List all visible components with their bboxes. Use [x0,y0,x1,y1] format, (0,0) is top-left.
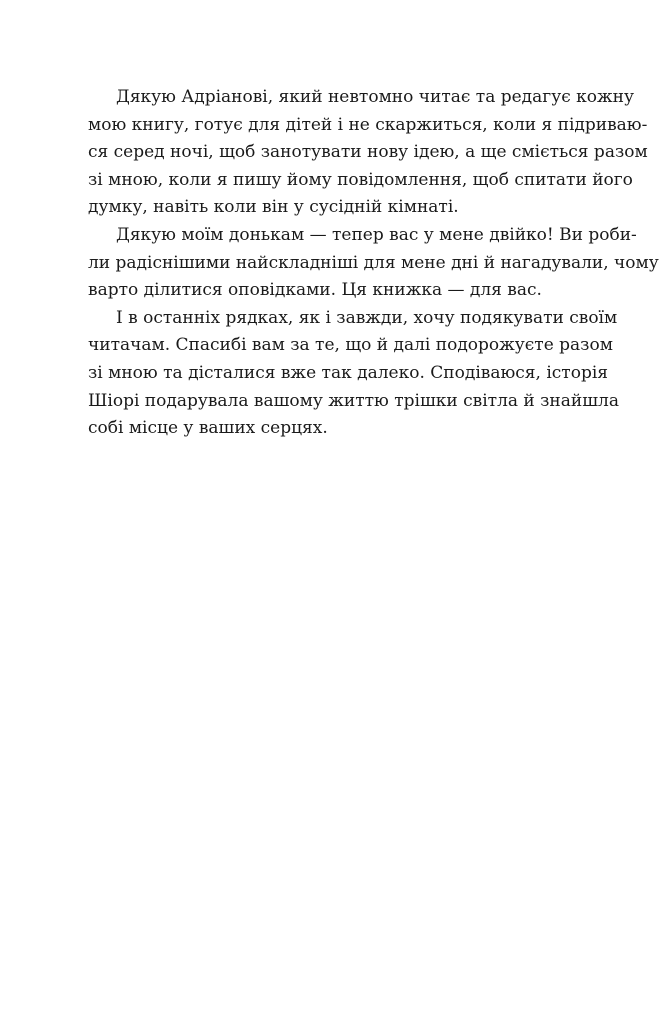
page-body [88,84,659,443]
paragraph-thanks-readers [88,305,619,443]
text-line: читачам. Спасибі вам за те, що й далі подорожуєте разом [88,335,613,356]
text-line: собі місце у ваших серцях. [88,418,328,439]
text-line: Шіорі подарувала вашому життю трішки світла й знайшла [88,390,619,411]
text-line: мою книгу, готує для дітей і не скаржиться, коли я підриваю- [88,114,648,135]
text-line: варто ділитися оповідками. Ця книжка — для вас. [88,280,542,301]
paragraph-thanks-daughters [88,222,659,305]
text-line: зі мною, коли я пишу йому повідомлення, щоб спитати його [88,169,633,190]
text-line: думку, навіть коли він у сусідній кімнаті. [88,197,459,218]
paragraph-thanks-adrian [88,84,648,222]
text-line: Дякую моїм донькам — тепер вас у мене двійко! Ви роби- [116,224,637,245]
text-line: І в останніх рядках, як і завжди, хочу подякувати своїм [116,307,618,328]
text-line: зі мною та дісталися вже так далеко. Сподіваюся, історія [88,362,608,383]
text-line: ли радіснішими найскладніші для мене дні й нагадували, чому [88,252,659,273]
text-line: ся серед ночі, щоб занотувати нову ідею, а ще сміється разом [88,142,648,163]
text-line: Дякую Адріанові, який невтомно читає та редагує кожну [116,87,634,107]
